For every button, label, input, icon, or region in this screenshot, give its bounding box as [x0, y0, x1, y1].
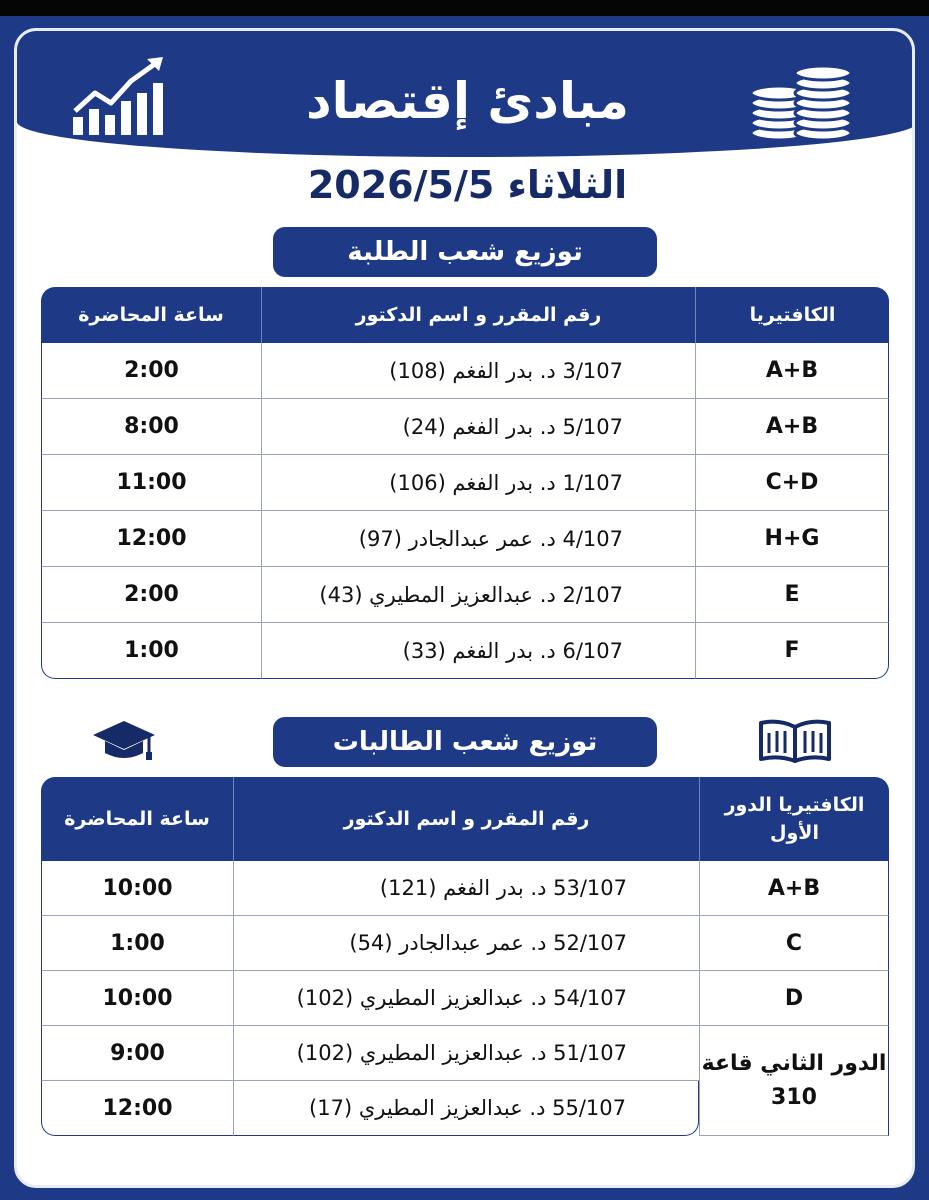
page-title: مبادئ إقتصاد: [305, 72, 630, 130]
male-section-title: توزيع شعب الطلبة: [273, 227, 657, 277]
male-sections-table: [41, 287, 889, 679]
location-cell: D: [699, 971, 889, 1026]
table-row: [41, 399, 889, 455]
course-cell: 52/107 د. عمر عبدالجادر (54): [233, 916, 699, 971]
table-row: [41, 567, 889, 623]
location-cell-second-floor: الدور الثاني قاعة 310: [699, 1026, 889, 1136]
course-cell: 55/107 د. عبدالعزيز المطيري (17): [233, 1081, 699, 1136]
schedule-card: [14, 28, 915, 1188]
course-cell: 1/107 د. بدر الفغم (106): [261, 455, 695, 511]
time-cell: 2:00: [41, 567, 261, 623]
location-cell: A+B: [699, 861, 889, 916]
course-cell: 54/107 د. عبدالعزيز المطيري (102): [233, 971, 699, 1026]
course-cell: 2/107 د. عبدالعزيز المطيري (43): [261, 567, 695, 623]
table-row: [41, 1026, 889, 1081]
time-cell: 11:00: [41, 455, 261, 511]
location-cell: F: [695, 623, 889, 679]
location-cell: H+G: [695, 511, 889, 567]
time-cell: 8:00: [41, 399, 261, 455]
column-header-course: رقم المقرر و اسم الدكتور: [261, 287, 695, 343]
time-cell: 12:00: [41, 511, 261, 567]
course-cell: 3/107 د. بدر الفغم (108): [261, 343, 695, 399]
column-header-course: رقم المقرر و اسم الدكتور: [233, 777, 699, 861]
course-cell: 53/107 د. بدر الفغم (121): [233, 861, 699, 916]
exam-date: الثلاثاء 2026/5/5: [307, 163, 628, 207]
table-header-row: [41, 287, 889, 343]
location-cell: A+B: [695, 399, 889, 455]
table-row: [41, 455, 889, 511]
column-header-time: ساعة المحاضرة: [41, 287, 261, 343]
top-dark-strip: [0, 0, 929, 16]
course-cell: 5/107 د. بدر الفغم (24): [261, 399, 695, 455]
time-cell: 1:00: [41, 623, 261, 679]
table-row: [41, 971, 889, 1026]
table-row: [41, 623, 889, 679]
time-cell: 10:00: [41, 971, 233, 1026]
table-row: [41, 861, 889, 916]
time-cell: 12:00: [41, 1081, 233, 1136]
course-cell: 4/107 د. عمر عبدالجادر (97): [261, 511, 695, 567]
female-section-title: توزيع شعب الطالبات: [273, 717, 657, 767]
time-cell: 2:00: [41, 343, 261, 399]
location-cell: E: [695, 567, 889, 623]
female-sections-table: [41, 777, 889, 1136]
column-header-location: الكافتيريا: [695, 287, 889, 343]
location-cell: C: [699, 916, 889, 971]
graduation-cap-icon: [91, 719, 157, 765]
location-cell: C+D: [695, 455, 889, 511]
table-row: [41, 916, 889, 971]
column-header-time: ساعة المحاضرة: [41, 777, 233, 861]
table-header-row: [41, 777, 889, 861]
location-cell: A+B: [695, 343, 889, 399]
column-header-location: الكافتيريا الدور الأول: [699, 777, 889, 861]
open-book-icon: [757, 719, 833, 765]
course-cell: 51/107 د. عبدالعزيز المطيري (102): [233, 1026, 699, 1081]
course-cell: 6/107 د. بدر الفغم (33): [261, 623, 695, 679]
time-cell: 1:00: [41, 916, 233, 971]
table-row: [41, 343, 889, 399]
table-row: [41, 511, 889, 567]
time-cell: 9:00: [41, 1026, 233, 1081]
time-cell: 10:00: [41, 861, 233, 916]
